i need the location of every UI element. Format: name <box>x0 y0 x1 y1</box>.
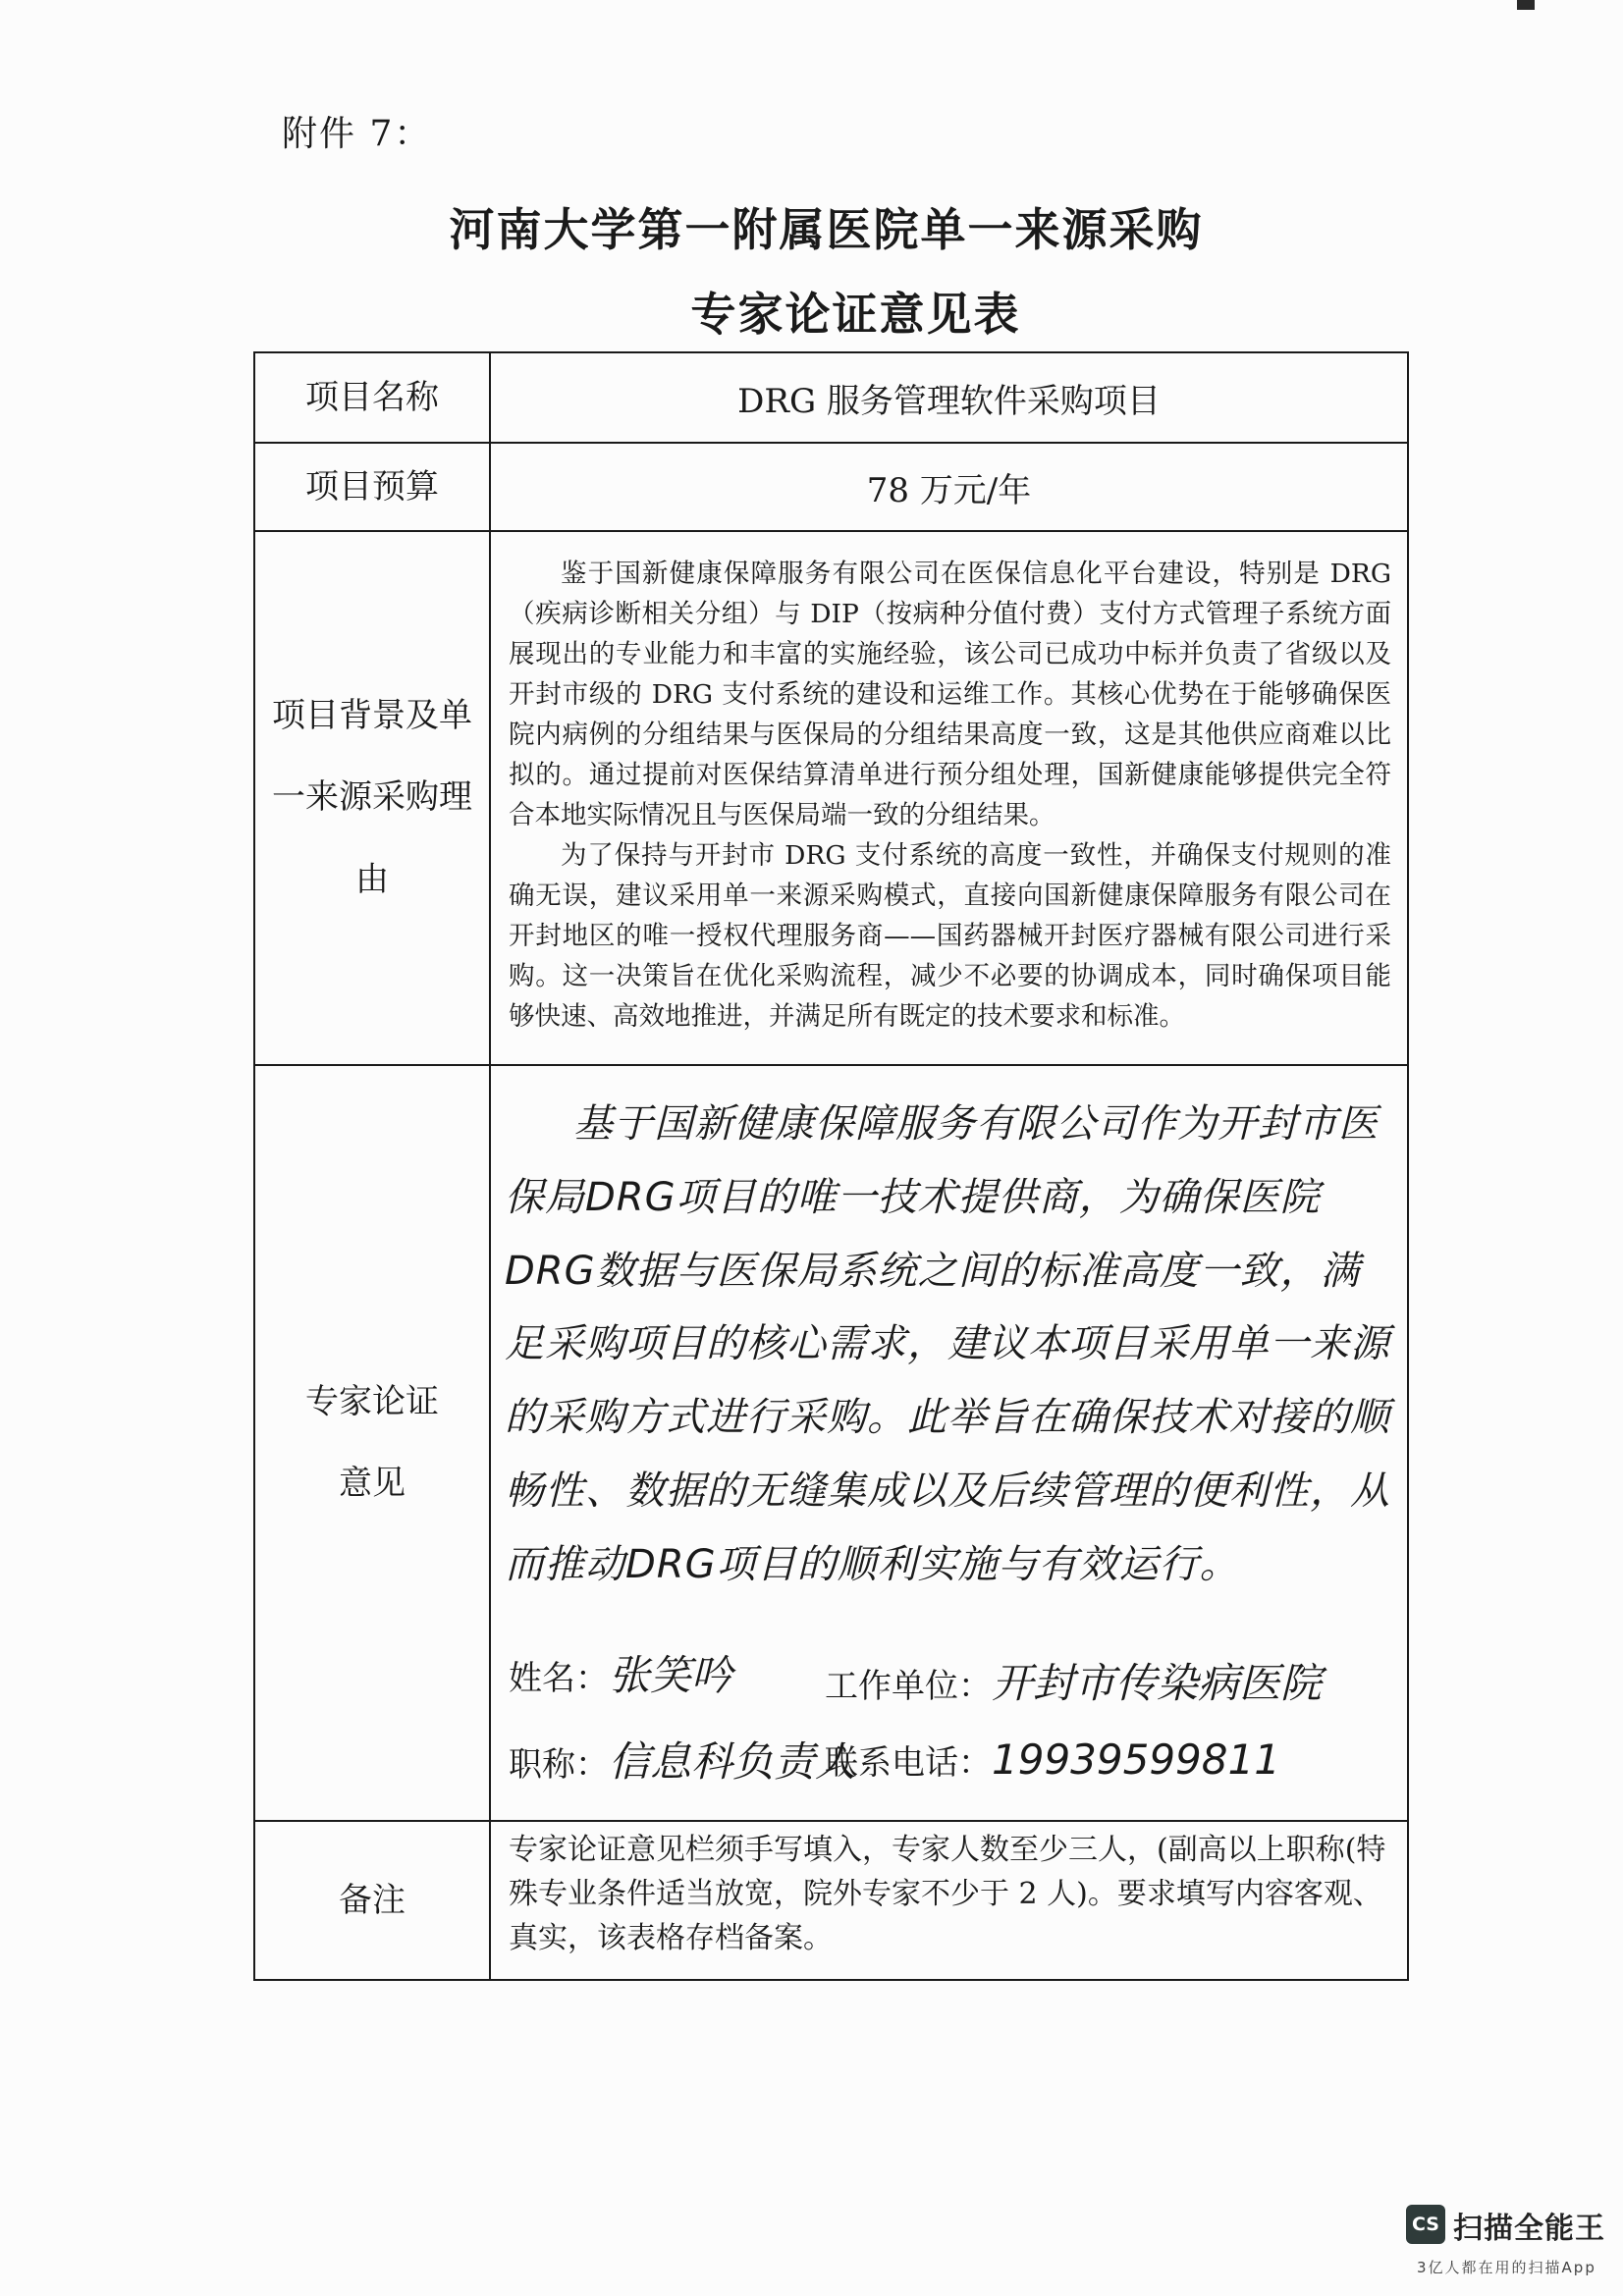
handwritten-opinion-text: 基于国新健康保障服务有限公司作为开封市医保局DRG项目的唯一技术提供商，为确保医院DRG数据与医保局系统之间的标准高度一致，满足采购项目的核心需求，建议本项目采用单一来源的采购方式进行采购。此举旨在确保技术对接的顺畅性、数据的无缝集成以及后续管理的便利性，从而推动DRG项目的顺利实施与有效运行。 <box>505 1101 1390 1587</box>
document-subtitle: 专家论证意见表 <box>690 288 1021 341</box>
row-budget <box>254 443 1408 531</box>
name-label: 姓名： <box>509 1659 609 1698</box>
phone-value: 19939599811 <box>992 1735 1280 1784</box>
opinion-label <box>254 1065 490 1821</box>
row-expert-opinion <box>254 1065 1408 1821</box>
budget-label: 项目预算 <box>254 443 490 531</box>
attachment-number: 附件 7： <box>282 114 432 154</box>
background-text <box>490 531 1408 1065</box>
project-name-label: 项目名称 <box>254 352 490 443</box>
background-paragraph-1: 鉴于国新健康保障服务有限公司在医保信息化平台建设，特别是 DRG（疾病诊断相关分组）与 DIP（按病种分值付费）支付方式管理子系统方面展现出的专业能力和丰富的实施经验，该公司已成功中标并负责了省级以及开封市级的 DRG 支付系统的建设和运维工作。其核心优势在于能够确保医院内病例的分组结果与医保局的分组结果高度一致，这是其他供应商难以比拟的。通过提前对医保结算清单进行预分组处理，国新健康能够提供完全符合本地实际情况且与医保局端一致的分组结果。 <box>509 558 1391 830</box>
opinion-label-line2: 意见 <box>339 1464 406 1503</box>
note-label: 备注 <box>254 1821 490 1980</box>
budget-value: 78 万元/年 <box>490 443 1408 531</box>
background-paragraph-2: 为了保持与开封市 DRG 支付系统的高度一致性，并确保支付规则的准确无误，建议采用单一来源采购模式，直接向国新健康保障服务有限公司在开封地区的唯一授权代理服务商——国药器械开封医疗器械有限公司进行采购。这一决策旨在优化采购流程，减少不必要的协调成本，同时确保项目能够快速、高效地推进，并满足所有既定的技术要求和标准。 <box>509 840 1391 1033</box>
expert-title <box>509 1730 856 1789</box>
row-project-name <box>254 352 1408 443</box>
unit-label: 工作单位： <box>825 1667 992 1706</box>
expert-unit <box>825 1651 1322 1710</box>
unit-value: 开封市传染病医院 <box>992 1659 1323 1707</box>
camscanner-slogan: 3亿人都在用的扫描App <box>1417 2259 1596 2276</box>
name-value: 张笑吟 <box>609 1651 733 1699</box>
project-name-value: DRG 服务管理软件采购项目 <box>490 352 1408 443</box>
row-note <box>254 1821 1408 1980</box>
opinion-label-line1: 专家论证 <box>305 1381 439 1421</box>
opinion-content <box>490 1065 1408 1821</box>
background-label: 项目背景及单一来源采购理由 <box>254 531 490 1065</box>
camscanner-logo-icon: CS <box>1406 2205 1445 2244</box>
title-value: 信息科负责人 <box>609 1737 857 1786</box>
note-text: 专家论证意见栏须手写填入，专家人数至少三人，(副高以上职称(特殊专业条件适当放宽，院外专家不少于 2 人)。要求填写内容客观、真实，该表格存档备案。 <box>490 1821 1408 1980</box>
expert-opinion-form <box>253 351 1409 1981</box>
scan-edge-mark <box>1517 0 1535 10</box>
expert-name <box>509 1643 732 1702</box>
title-label: 职称： <box>509 1745 609 1785</box>
phone-label: 联系电话： <box>825 1743 992 1783</box>
row-background <box>254 531 1408 1065</box>
handwritten-opinion <box>491 1066 1407 1602</box>
document-title: 河南大学第一附属医院单一来源采购 <box>449 203 1204 256</box>
camscanner-app-name: 扫描全能王 <box>1453 2212 1605 2246</box>
expert-phone <box>825 1735 1280 1784</box>
